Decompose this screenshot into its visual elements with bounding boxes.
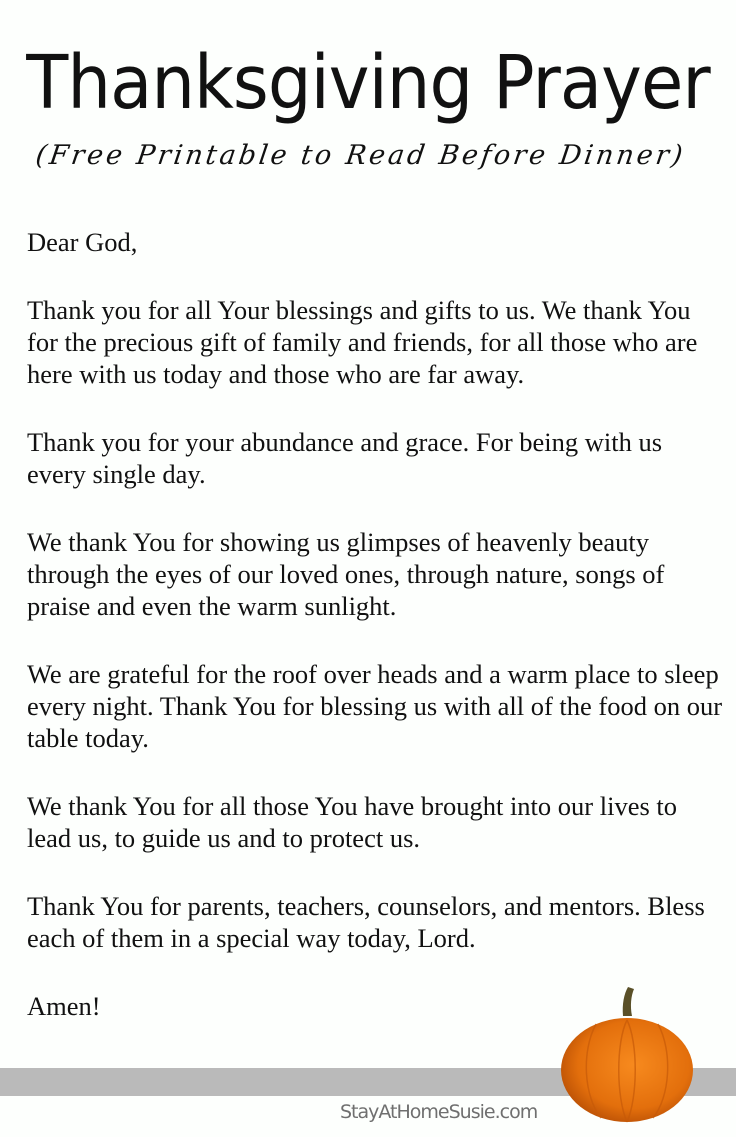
paragraph: We are grateful for the roof over heads and a warm place to sleep every night. Thank You for blessing us with all of the food on our table today. [27,659,723,753]
paragraph: Thank you for all Your blessings and gifts to us. We thank You for the precious gift of family and friends, for all those who are here with us today and those who are far away. [27,295,698,389]
page-title: Thanksgiving Prayer [26,40,710,126]
pumpkin-icon [556,982,698,1124]
prayer-body [27,226,727,1058]
subtitle: (Free Printable to Read Before Dinner) [33,140,688,171]
paragraph: We thank You for all those You have brought into our lives to lead us, to guide us and to protect us. [27,791,678,853]
paragraph: Thank you for your abundance and grace. For being with us every single day. [27,427,663,489]
closing: Amen! [27,991,101,1021]
salutation: Dear God, [27,227,138,257]
paragraph: Thank You for parents, teachers, counselors, and mentors. Bless each of them in a special way today, Lord. [27,891,705,953]
site-credit: StayAtHomeSusie.com [340,1101,538,1123]
paragraph: We thank You for showing us glimpses of heavenly beauty through the eyes of our loved ones, through nature, songs of praise and even the warm sunlight. [27,527,665,621]
